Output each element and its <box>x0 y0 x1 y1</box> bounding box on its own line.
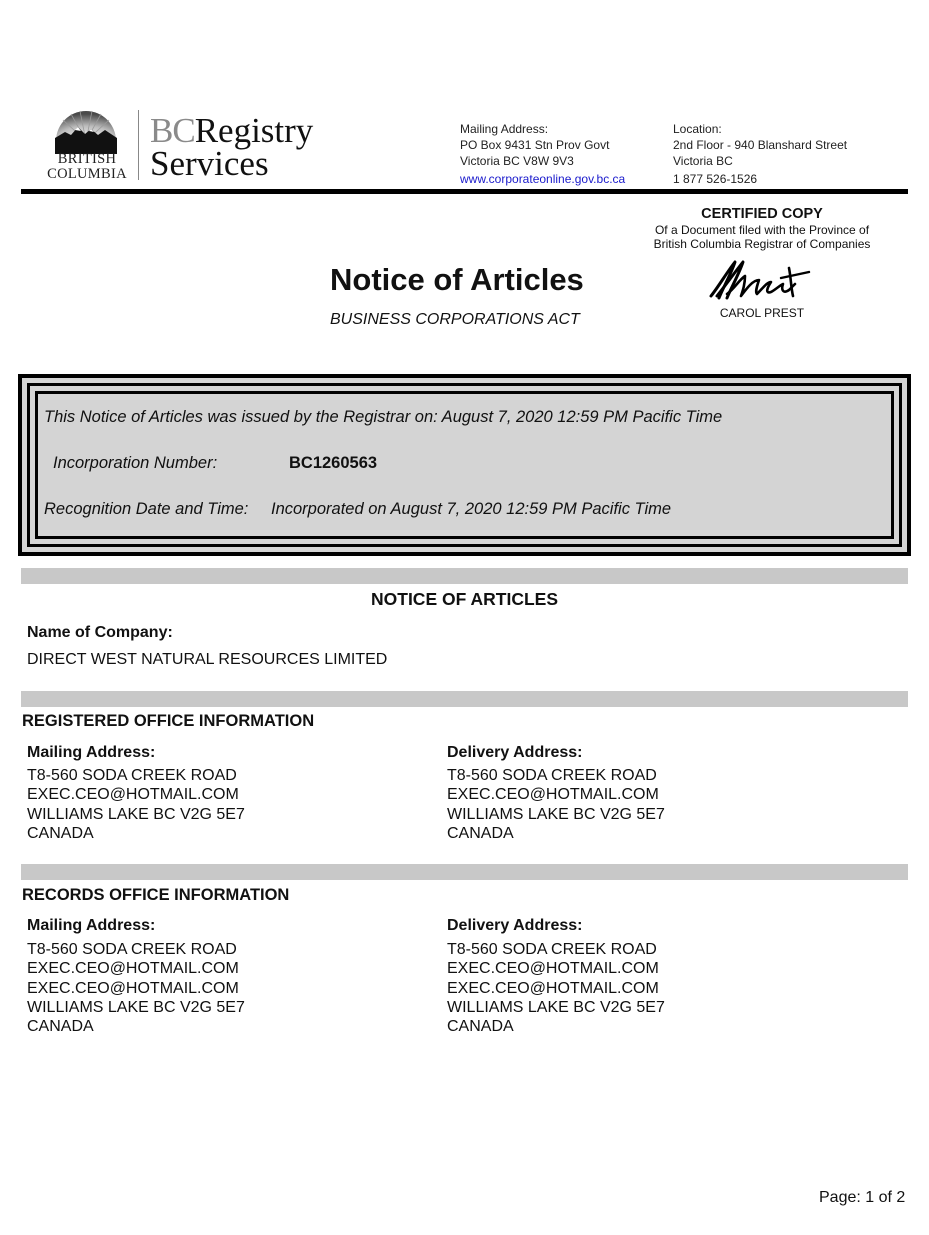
website-link[interactable]: www.corporateonline.gov.bc.ca <box>460 172 626 186</box>
page-number: Page: 1 of 2 <box>819 1189 906 1206</box>
registered-mailing-address <box>27 766 245 843</box>
address-line: T8-560 SODA CREEK ROAD <box>447 767 657 784</box>
issued-statement: This Notice of Articles was issued by the Registrar on: August 7, 2020 12:59 PM Pacific Time <box>44 408 723 426</box>
registry-location <box>673 121 847 187</box>
british-columbia-wordmark <box>44 152 130 182</box>
company-name: DIRECT WEST NATURAL RESOURCES LIMITED <box>27 651 388 668</box>
address-line: WILLIAMS LAKE BC V2G 5E7 <box>447 805 665 823</box>
address-line: EXEC.CEO@HOTMAIL.COM <box>447 979 659 997</box>
registered-delivery-address <box>447 766 665 843</box>
header-rule <box>21 189 908 194</box>
brand-registry: Registry <box>194 111 314 150</box>
notice-of-articles-heading: NOTICE OF ARTICLES <box>371 589 558 609</box>
certified-copy-block <box>640 205 884 251</box>
section-separator-bar <box>21 864 908 880</box>
province-line-1: BRITISH <box>57 151 117 167</box>
records-delivery-label: Delivery Address: <box>447 917 583 934</box>
address-line: T8-560 SODA CREEK ROAD <box>27 941 237 958</box>
records-mailing-label: Mailing Address: <box>27 917 156 934</box>
company-name-label: Name of Company: <box>27 624 173 641</box>
certified-copy-line-1: Of a Document filed with the Province of <box>654 223 870 237</box>
certified-copy-line-2: British Columbia Registrar of Companies <box>653 237 871 251</box>
registered-mailing-label: Mailing Address: <box>27 744 156 761</box>
location-label: Location: <box>673 122 722 136</box>
location-line-1: 2nd Floor - 940 Blanshard Street <box>673 138 848 152</box>
province-line-2: COLUMBIA <box>47 166 127 182</box>
address-line: CANADA <box>447 1018 514 1036</box>
address-line: T8-560 SODA CREEK ROAD <box>447 941 657 958</box>
bc-emblem-icon <box>53 108 119 154</box>
address-line: CANADA <box>447 824 514 842</box>
certified-copy-title: CERTIFIED COPY <box>701 206 823 222</box>
section-separator-bar <box>21 568 908 584</box>
address-line: EXEC.CEO@HOTMAIL.COM <box>27 786 239 804</box>
address-line: EXEC.CEO@HOTMAIL.COM <box>447 786 659 804</box>
address-line: EXEC.CEO@HOTMAIL.COM <box>27 960 239 978</box>
document-subtitle: BUSINESS CORPORATIONS ACT <box>330 311 580 328</box>
brand-bc: BC <box>150 111 195 150</box>
address-line: CANADA <box>27 1018 94 1036</box>
mailing-line-1: PO Box 9431 Stn Prov Govt <box>460 138 610 152</box>
registrar-name: CAROL PREST <box>719 306 805 320</box>
address-line: EXEC.CEO@HOTMAIL.COM <box>447 960 659 978</box>
location-line-2: Victoria BC <box>673 154 733 168</box>
address-line: T8-560 SODA CREEK ROAD <box>27 767 237 784</box>
address-line: WILLIAMS LAKE BC V2G 5E7 <box>27 998 245 1016</box>
records-delivery-address <box>447 940 665 1036</box>
address-line: EXEC.CEO@HOTMAIL.COM <box>27 979 239 997</box>
mailing-line-2: Victoria BC V8W 9V3 <box>460 154 574 168</box>
records-mailing-address <box>27 940 245 1036</box>
recognition-value: Incorporated on August 7, 2020 12:59 PM Pacific Time <box>271 500 672 518</box>
recognition-label: Recognition Date and Time: <box>44 500 249 518</box>
info-box-inner-frame <box>35 391 894 539</box>
registry-mailing-address <box>460 121 625 187</box>
address-line: WILLIAMS LAKE BC V2G 5E7 <box>27 805 245 823</box>
records-office-heading: RECORDS OFFICE INFORMATION <box>22 886 290 904</box>
logo-divider <box>138 110 139 180</box>
info-box-middle-frame <box>27 383 902 547</box>
registered-delivery-label: Delivery Address: <box>447 744 583 761</box>
section-separator-bar <box>21 691 908 707</box>
address-line: WILLIAMS LAKE BC V2G 5E7 <box>447 998 665 1016</box>
issuance-info-box <box>18 374 911 556</box>
address-line: CANADA <box>27 824 94 842</box>
bc-registry-services-logo <box>150 111 314 183</box>
phone-number: 1 877 526-1526 <box>673 172 758 186</box>
registered-office-heading: REGISTERED OFFICE INFORMATION <box>22 712 315 730</box>
mailing-label: Mailing Address: <box>460 122 549 136</box>
registrar-signature <box>705 258 815 302</box>
incorporation-number: BC1260563 <box>289 454 378 472</box>
incorporation-number-label: Incorporation Number: <box>53 454 218 472</box>
document-title: Notice of Articles <box>330 262 584 297</box>
brand-services: Services <box>150 144 269 183</box>
